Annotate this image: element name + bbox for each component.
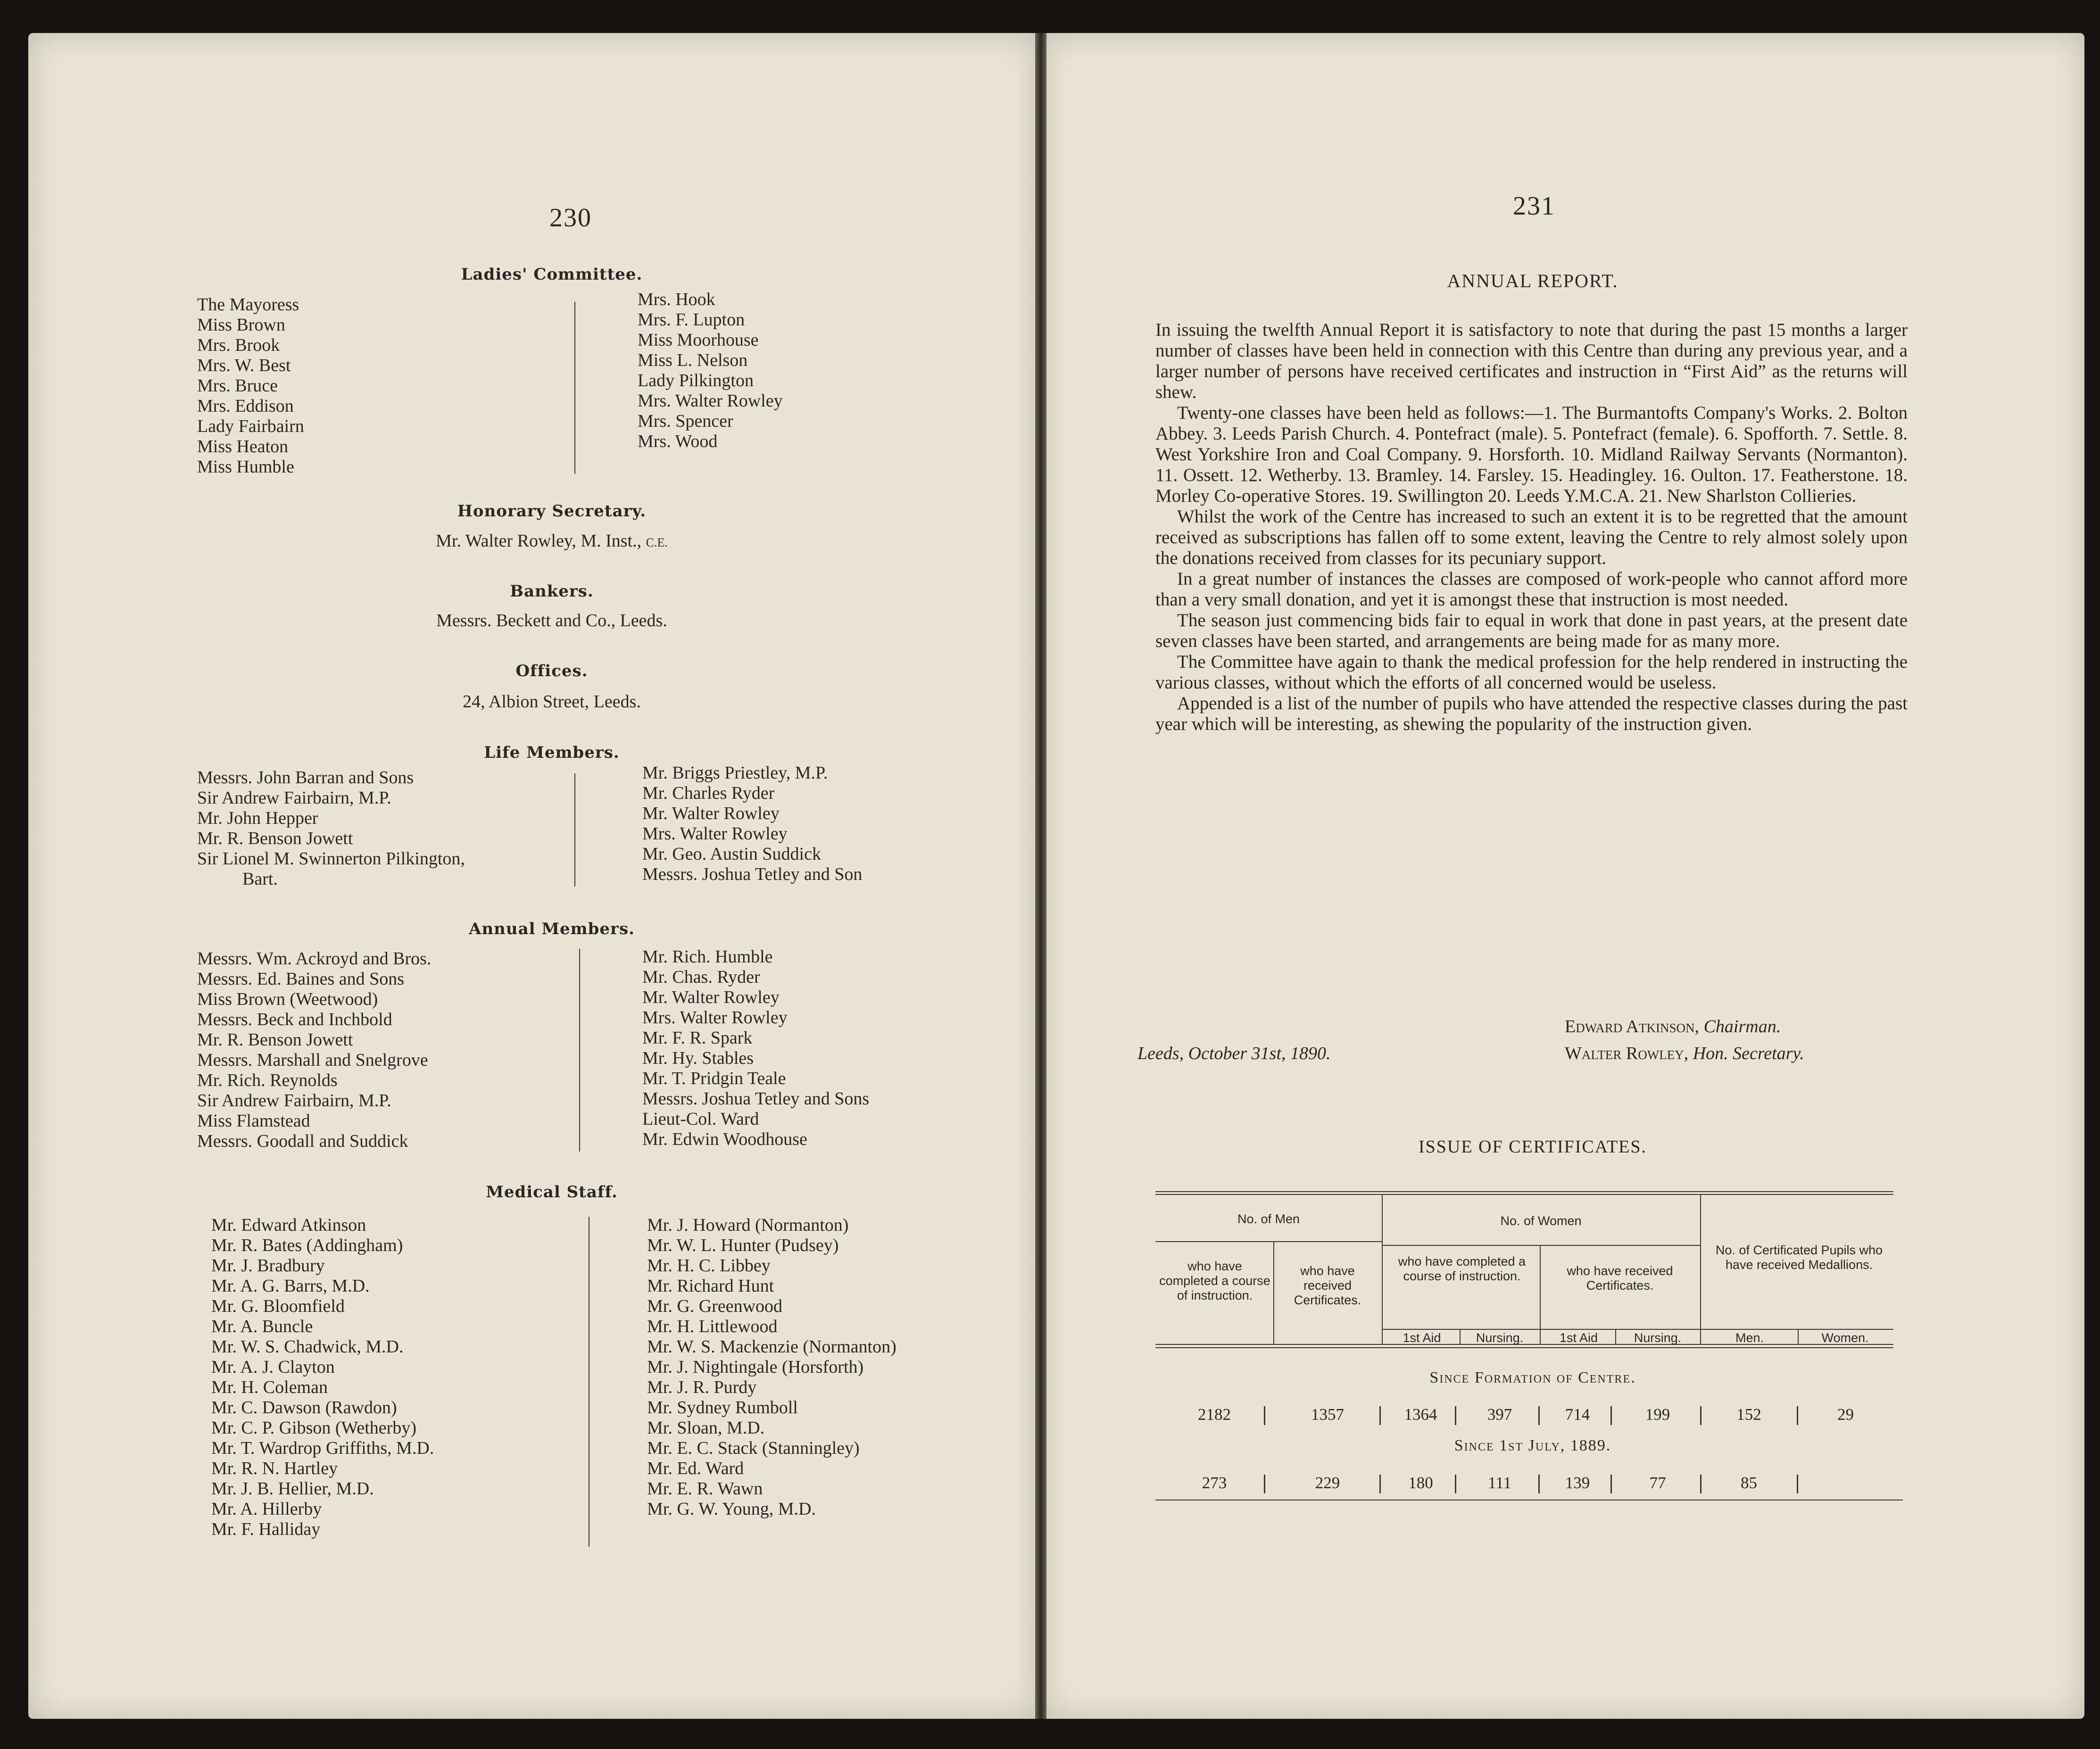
list-item: Mr. J. Howard (Normanton) [647,1215,849,1235]
report-paragraph: The Committee have again to thank the medical profession for the help rendered in instructing the various classes, without which the efforts of all concerned would be useless. [1155,652,1908,693]
list-item: Mr. Sloan, M.D. [647,1418,765,1438]
list-item: Mr. A. G. Barrs, M.D. [211,1276,370,1296]
header-women-group: No. of Women [1500,1214,1582,1228]
list-item: Miss Brown [197,315,285,335]
list-item: Mrs. F. Lupton [638,310,745,330]
medical-staff-col1 [211,1215,434,1540]
list-item: Mrs. W. Best [197,356,291,375]
table-rule [1155,1191,1893,1192]
list-item: Mr. Charles Ryder [642,783,775,803]
list-item: Miss L. Nelson [638,350,748,370]
list-item: Mr. H. C. Libbey [647,1256,771,1276]
list-item: Mrs. Hook [638,290,715,309]
list-item: Mr. A. J. Clayton [211,1357,335,1377]
list-item: Miss Brown (Weetwood) [197,989,378,1009]
header-men-received: who have received Certificates. [1294,1264,1361,1307]
table-divider [1273,1241,1274,1345]
subheader-women: Women. [1821,1331,1869,1345]
header-men-completed: who have completed a course of instruction. [1159,1259,1270,1302]
table-rule [1155,1194,1893,1195]
list-item: Bart. [242,869,278,889]
annual-members-col1 [197,949,431,1152]
table-cell: 180 [1408,1474,1433,1492]
list-item: Mr. Walter Rowley [642,987,780,1007]
life-members-heading: Life Members. [484,743,620,762]
list-item: Mr. T. Wardrop Griffiths, M.D. [211,1438,434,1458]
list-item: Mr. H. Littlewood [647,1317,778,1336]
list-item: Mr. A. Hillerby [211,1499,322,1519]
list-item: Mr. Geo. Austin Suddick [642,844,821,864]
table-cell: 152 [1736,1405,1761,1424]
column-separator [1700,1406,1702,1425]
list-item: Mr. R. N. Hartley [211,1459,338,1478]
bankers-heading: Bankers. [510,582,594,601]
subheader-first-aid: 1st Aid [1559,1331,1598,1345]
list-item: Messrs. Wm. Ackroyd and Bros. [197,949,432,969]
table-divider [1460,1329,1461,1345]
list-item: Mr. J. Bradbury [211,1256,325,1276]
table-divider [1798,1329,1799,1345]
column-separator [1379,1406,1381,1425]
list-item: Mr. W. S. Mackenzie (Normanton) [647,1337,896,1357]
report-paragraph: The season just commencing bids fair to equal in work that done in past years, at the present date seven classes have been started, and arrangements are being made for as many more. [1155,610,1908,651]
list-item: Mr. Rich. Humble [642,947,773,967]
column-separator [1264,1406,1265,1425]
list-item: Mr. G. Greenwood [647,1296,783,1316]
list-item: Mr. R. Benson Jowett [197,829,353,848]
list-item: Mr. Ed. Ward [647,1459,744,1478]
list-item: Messrs. Joshua Tetley and Sons [642,1089,870,1109]
header-women-received: who have received Certificates. [1567,1264,1673,1293]
table-cell: 85 [1741,1474,1757,1492]
list-item: Mr. C. P. Gibson (Wetherby) [211,1418,416,1438]
table-cell: 2182 [1198,1405,1231,1424]
list-item: Messrs. Marshall and Snelgrove [197,1050,428,1070]
list-item: Miss Humble [197,457,294,477]
list-item: Mr. W. L. Hunter (Pudsey) [647,1235,839,1255]
signature-chairman: Edward Atkinson, Chairman. [1565,1017,1781,1036]
list-item: Mr. T. Pridgin Teale [642,1069,786,1088]
list-item: Mr. Sydney Rumboll [647,1398,798,1417]
ladies-committee-heading: Ladies' Committee. [461,265,643,284]
list-item: Messrs. Beck and Inchbold [197,1010,392,1029]
subheader-nursing: Nursing. [1476,1331,1524,1345]
annual-members-col2 [642,947,869,1150]
header-women-completed: who have completed a course of instruction. [1398,1254,1526,1283]
list-item: Lady Fairbairn [197,416,304,436]
ladies-committee-col1 [197,295,304,477]
list-item: Messrs. Joshua Tetley and Son [642,864,863,884]
table-cell: 77 [1649,1474,1666,1492]
list-item: Mr. F. Halliday [211,1519,321,1539]
list-item: Messrs. Goodall and Suddick [197,1131,408,1151]
list-item: Mr. Walter Rowley [642,804,780,823]
book-gutter [1035,33,1046,1719]
report-paragraph: Whilst the work of the Centre has increased to such an extent it is to be regretted that the amount received as subscriptions has fallen off to some extent, leaving the Centre to rely almost solely upon the donations received from classes for its pecuniary support. [1155,506,1908,568]
table-cell: 273 [1202,1474,1227,1492]
section-since-july-1889: Since 1st July, 1889. [1454,1437,1611,1454]
column-separator [1455,1406,1456,1425]
list-item: Mr. G. W. Young, M.D. [647,1499,816,1519]
list-item: Mr. F. R. Spark [642,1028,753,1048]
report-title: ANNUAL REPORT. [1447,270,1619,291]
report-paragraph: In a great number of instances the classes are composed of work-people who cannot afford more than a very small donation, and yet it is amongst these that instruction is most needed. [1155,569,1908,610]
list-item: Mrs. Wood [638,431,718,451]
table-rule [1155,1347,1893,1348]
list-item: Mr. E. C. Stack (Stanningley) [647,1438,860,1458]
page-number-right: 231 [1513,191,1555,221]
table-rule [1382,1245,1700,1246]
header-men-group: No. of Men [1237,1212,1300,1226]
table-cell: 714 [1565,1405,1590,1424]
report-paragraph: Twenty-one classes have been held as follows:—1. The Burmantofts Company's Works. 2. Bolton Abbey. 3. Leeds Parish Church. 4. Pontefract (male). 5. Pontefract (female). 6. Spofforth. 7. Settle. 8. West Yorkshire Iron and Coal Company. 9. Horsforth. 10. Midland Railway Servants (Normanton). 11. Ossett. 12. Wetherby. 13. Bramley. 14. Farsley. 15. Headingley. 16. Oulton. 17. Featherstone. 18. Morley Co-operative Stores. 19. Swillington 20. Leeds Y.M.C.A. 21. New Sharlston Collieries. [1155,403,1908,506]
subheader-men: Men. [1735,1331,1764,1345]
column-divider [579,949,580,1152]
list-item: Sir Andrew Fairbairn, M.P. [197,1091,391,1111]
bankers-text: Messrs. Beckett and Co., Leeds. [436,611,667,630]
table-cell: 199 [1645,1405,1670,1424]
table-cell: 397 [1487,1405,1512,1424]
list-item: Mr. H. Coleman [211,1377,328,1397]
subheader-nursing: Nursing. [1634,1331,1682,1345]
column-separator [1610,1406,1612,1425]
column-separator [1797,1406,1798,1425]
column-separator [1538,1406,1540,1425]
list-item: Messrs. Ed. Baines and Sons [197,969,405,989]
report-paragraph: Appended is a list of the number of pupils who have attended the respective classes during the past year which will be interesting, as shewing the popularity of the instruction given. [1155,693,1908,734]
column-divider [574,773,575,887]
list-item: Sir Lionel M. Swinnerton Pilkington, [197,849,465,869]
list-item: Mrs. Walter Rowley [638,391,783,411]
table-divider [1700,1194,1701,1345]
column-separator [1610,1475,1612,1493]
column-separator [1455,1475,1456,1493]
list-item: Mr. J. B. Hellier, M.D. [211,1479,374,1499]
ladies-committee-col2 [638,290,783,452]
table-cell: 229 [1315,1474,1340,1492]
annual-members-heading: Annual Members. [469,920,635,938]
list-item: Mr. R. Bates (Addingham) [211,1235,403,1255]
list-item: Miss Flamstead [197,1111,310,1131]
annual-report-body [1155,320,1908,735]
offices-text: 24, Albion Street, Leeds. [463,692,641,712]
list-item: Mr. Chas. Ryder [642,967,760,987]
report-paragraph: In issuing the twelfth Annual Report it is satisfactory to note that during the past 15 months a larger number of classes have been held in connection with this Centre than during any previous year, and a larger number of persons have received certificates and instruction in “First Aid” as the returns will shew. [1155,320,1908,402]
list-item: Miss Heaton [197,437,289,456]
table-cell: 139 [1565,1474,1590,1492]
list-item: Mrs. Brook [197,335,280,355]
list-item: Mr. John Hepper [197,808,318,828]
column-separator [1700,1475,1702,1493]
list-item: Messrs. John Barran and Sons [197,768,414,787]
list-item: Lieut-Col. Ward [642,1109,759,1129]
medical-staff-heading: Medical Staff. [486,1183,618,1202]
table-rule [1382,1329,1893,1330]
list-item: Mr. G. Bloomfield [211,1296,345,1316]
subheader-first-aid: 1st Aid [1403,1331,1441,1345]
list-item: Mr. W. S. Chadwick, M.D. [211,1337,404,1357]
signature-secretary: Walter Rowley, Hon. Secretary. [1565,1044,1804,1063]
header-medallions: No. of Certificated Pupils who have received Medallions. [1715,1243,1883,1272]
life-members-col1 [197,768,465,889]
list-item: Mrs. Spencer [638,411,733,431]
list-item: Mr. J. R. Purdy [647,1377,757,1397]
offices-heading: Offices. [515,662,588,680]
column-separator [1797,1475,1798,1493]
list-item: Lady Pilkington [638,371,754,390]
list-item: Mr. A. Buncle [211,1317,313,1336]
table-cell: 1357 [1311,1405,1344,1424]
list-item: The Mayoress [197,295,299,315]
list-item: Mr. Briggs Priestley, M.P. [642,763,828,783]
column-separator [1379,1475,1381,1493]
list-item: Mrs. Walter Rowley [642,824,788,844]
table-divider [1615,1329,1616,1345]
list-item: Mr. Richard Hunt [647,1276,774,1296]
medical-staff-col2 [647,1215,896,1519]
list-item: Mr. E. R. Wawn [647,1479,763,1499]
page-number-left: 230 [549,203,592,232]
list-item: Miss Moorhouse [638,330,759,350]
list-item: Mrs. Walter Rowley [642,1008,788,1028]
list-item: Mr. Edward Atkinson [211,1215,366,1235]
column-divider [574,302,575,474]
list-item: Mr. Hy. Stables [642,1048,754,1068]
list-item: Mr. J. Nightingale (Horsforth) [647,1357,864,1377]
table-cell: 29 [1837,1405,1854,1424]
list-item: Mrs. Bruce [197,376,278,396]
section-since-formation: Since Formation of Centre. [1429,1369,1636,1386]
life-members-col2 [642,763,862,885]
list-item: Mrs. Eddison [197,396,294,416]
list-item: Sir Andrew Fairbairn, M.P. [197,788,391,808]
table-cell: 111 [1488,1474,1511,1492]
honorary-secretary-heading: Honorary Secretary. [457,502,647,521]
column-separator [1264,1475,1265,1493]
list-item: Mr. Rich. Reynolds [197,1070,338,1090]
table-rule [1155,1241,1382,1242]
signature-place-date: Leeds, October 31st, 1890. [1137,1044,1331,1063]
list-item: Mr. R. Benson Jowett [197,1030,353,1050]
column-separator [1538,1475,1540,1493]
list-item: Mr. Edwin Woodhouse [642,1129,807,1149]
honorary-secretary-text: Mr. Walter Rowley, M. Inst., C.E. [436,531,668,551]
certificates-title: ISSUE OF CERTIFICATES. [1418,1137,1647,1157]
table-divider [1540,1245,1541,1345]
list-item: Mr. C. Dawson (Rawdon) [211,1398,397,1417]
table-cell: 1364 [1404,1405,1437,1424]
